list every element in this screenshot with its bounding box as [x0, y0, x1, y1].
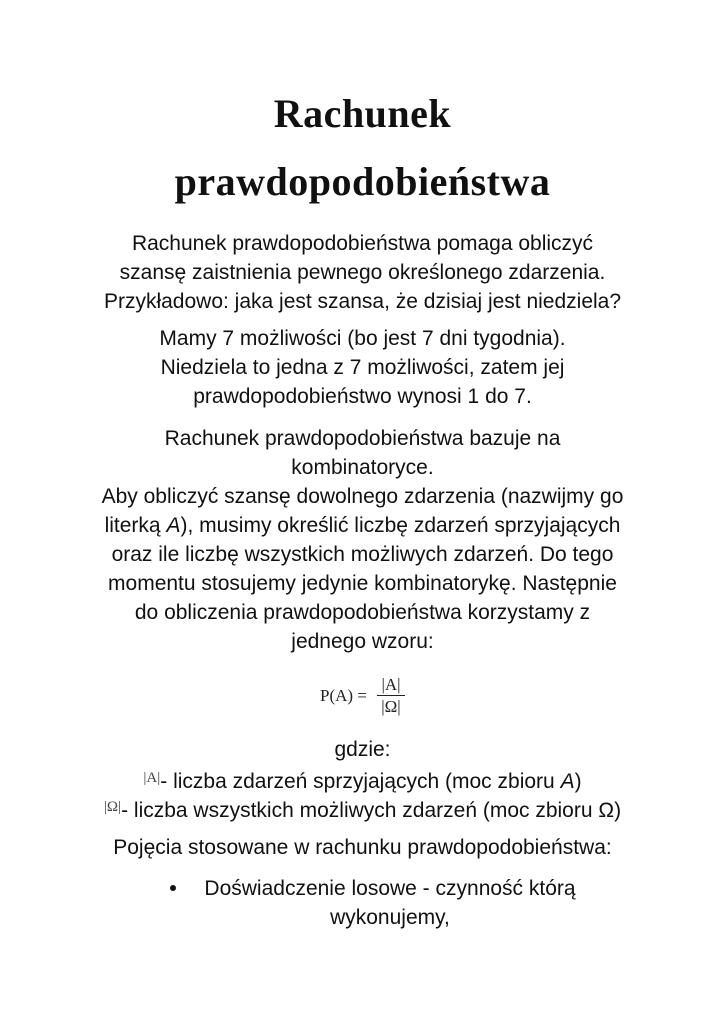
text-fragment: literką: [104, 514, 167, 537]
combinatorics-paragraph: [60, 424, 665, 656]
list-item-line: Doświadczenie losowe - czynność którą: [204, 877, 576, 900]
paragraph-line: oraz ile liczbę wszystkich możliwych zdarzeń. Do tego: [111, 543, 614, 566]
text-fragment: ), musimy określić liczbę zdarzeń sprzyjających: [180, 514, 621, 537]
concepts-heading: Pojęcia stosowane w rachunku prawdopodobieństwa:: [113, 836, 612, 859]
paragraph-line: Mamy 7 możliwości (bo jest 7 dni tygodnia).: [159, 327, 566, 350]
definition-text: - liczba zdarzeń sprzyjających (moc zbioru: [160, 770, 561, 793]
list-item-line: wykonujemy,: [330, 906, 450, 929]
bullet-icon: [170, 885, 176, 891]
where-label: gdzie:: [334, 738, 391, 761]
variable-a: A: [560, 770, 575, 793]
paragraph-line: kombinatoryce.: [291, 456, 434, 479]
definition-a: [0, 764, 725, 796]
formula-numerator: |A|: [381, 675, 401, 694]
probability-formula: [320, 675, 420, 717]
paragraph-line: Niedziela to jedna z 7 możliwości, zatem jej: [160, 356, 565, 379]
paragraph-line: momentu stosujemy jedynie kombinatorykę. Następnie: [108, 572, 617, 595]
paragraph-line: do obliczenia prawdopodobieństwa korzystamy z: [134, 601, 591, 624]
paragraph-line: jednego wzoru:: [291, 630, 434, 653]
paragraph-line: Rachunek prawdopodobieństwa bazuje na: [164, 427, 561, 450]
paragraph-line: prawdopodobieństwo wynosi 1 do 7.: [193, 385, 532, 408]
paragraph-line: Aby obliczyć szansę dowolnego zdarzenia (nazwijmy go: [101, 485, 624, 508]
paragraph-line: Rachunek prawdopodobieństwa pomaga obliczyć: [131, 232, 594, 255]
paragraph-line: szansę zaistnienia pewnego określonego zdarzenia.: [119, 261, 606, 284]
paragraph-line: Przykładowo: jaka jest szansa, że dzisiaj jest niedziela?: [103, 290, 622, 313]
definition-text-end: ): [574, 770, 582, 793]
intro-paragraph: [60, 229, 665, 316]
example-paragraph: [60, 324, 665, 411]
symbol-omega: |Ω|: [103, 799, 122, 815]
variable-a: A: [166, 514, 181, 537]
formula-lhs: P(A) =: [320, 686, 367, 705]
list-item-text: [190, 874, 590, 932]
paragraph-line: [60, 511, 665, 540]
page-title-line-1: Rachunek: [273, 91, 452, 136]
fraction-bar: [377, 695, 405, 696]
page-title-line-2: prawdopodobieństwa: [174, 159, 551, 204]
definition-omega: [0, 793, 725, 825]
symbol-a: |A|: [143, 770, 161, 786]
definition-text: - liczba wszystkich możliwych zdarzeń (moc zbioru Ω): [121, 799, 622, 822]
formula-denominator: |Ω|: [381, 697, 401, 716]
formula-fraction: [377, 675, 405, 716]
